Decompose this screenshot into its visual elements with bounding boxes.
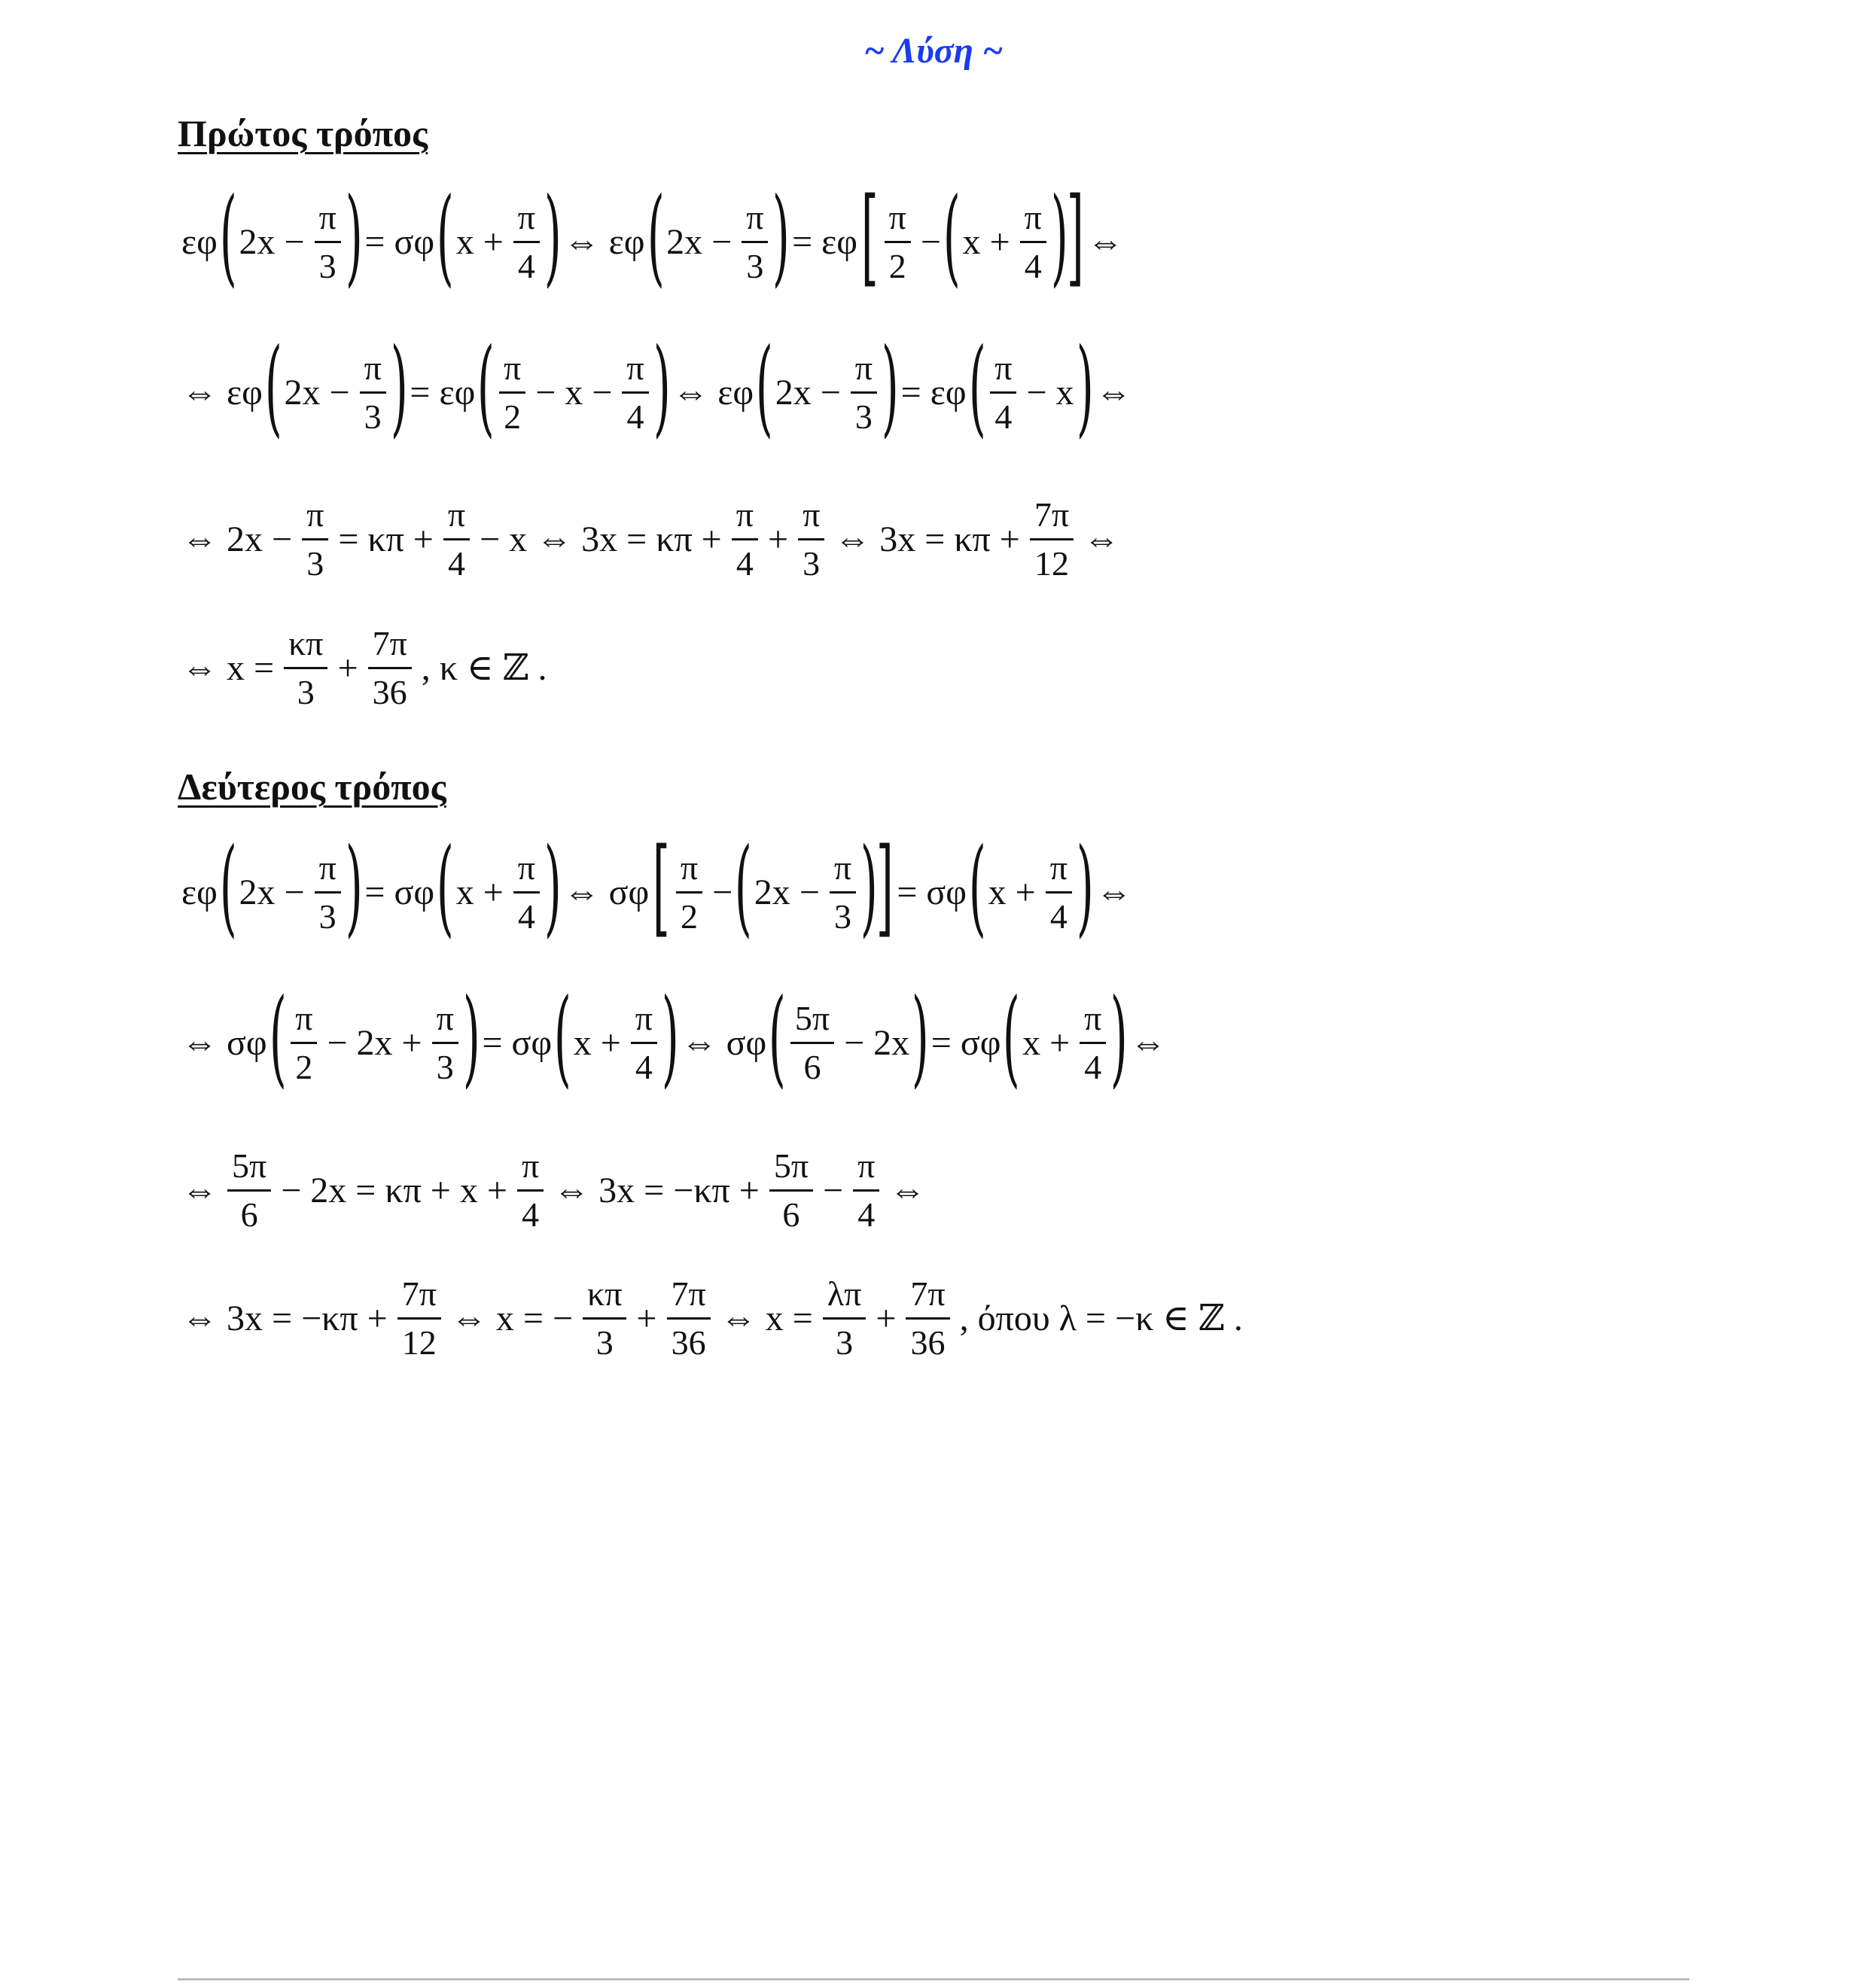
fraction <box>1080 995 1106 1091</box>
fraction <box>432 995 458 1091</box>
denominator: 3 <box>306 543 324 583</box>
fraction <box>823 1271 866 1366</box>
left-paren: ( <box>647 175 665 298</box>
fraction <box>517 1143 544 1238</box>
fraction <box>315 194 341 290</box>
fraction <box>790 995 834 1091</box>
right-paren: ) <box>1110 976 1128 1099</box>
numerator: π <box>517 1143 544 1192</box>
numerator: 7π <box>397 1271 441 1320</box>
term: − 2x <box>844 1022 910 1063</box>
left-paren: ( <box>219 826 237 948</box>
term: 2x − <box>239 872 305 912</box>
term: 2x − <box>754 872 820 912</box>
denominator: 3 <box>318 246 337 285</box>
numerator: π <box>631 995 657 1044</box>
fraction <box>676 845 702 940</box>
numerator: π <box>302 492 328 540</box>
right-paren: ) <box>1076 826 1094 948</box>
fraction <box>622 345 648 440</box>
denominator: 3 <box>436 1047 454 1086</box>
term: − x <box>1026 372 1074 413</box>
denominator: 3 <box>836 1323 854 1362</box>
numerator: π <box>499 345 525 394</box>
numerator: π <box>315 194 341 243</box>
term: ⇔ x = − <box>450 1298 574 1338</box>
left-paren: ( <box>968 826 986 948</box>
numerator: π <box>798 492 824 540</box>
numerator: π <box>851 345 877 394</box>
numerator: π <box>1046 845 1072 894</box>
term: ⇔ σφ <box>563 872 650 912</box>
term: ⇔ <box>1083 519 1120 559</box>
denominator: 12 <box>1034 543 1069 583</box>
denominator: 3 <box>318 897 337 936</box>
numerator: κπ <box>583 1271 626 1320</box>
numerator: 5π <box>227 1143 271 1192</box>
denominator: 2 <box>504 397 522 436</box>
right-paren: ) <box>772 175 790 298</box>
numerator: κπ <box>284 620 327 669</box>
fraction <box>291 995 317 1091</box>
left-bracket: [ <box>653 826 671 948</box>
numerator: π <box>990 345 1016 394</box>
right-paren: ) <box>881 326 899 449</box>
denominator: 4 <box>635 1047 653 1086</box>
denominator: 3 <box>364 397 382 436</box>
numerator: 5π <box>790 995 834 1044</box>
denominator: 4 <box>522 1195 540 1234</box>
term: = κπ + <box>338 519 434 559</box>
right-bracket: ] <box>876 826 894 948</box>
term: − <box>712 872 733 912</box>
term: ⇔ <box>1087 221 1124 262</box>
term: 2x − <box>666 221 732 262</box>
term: ⇔ <box>889 1170 926 1210</box>
term: 2x − <box>284 372 350 413</box>
right-bracket: ] <box>1066 175 1084 298</box>
denominator: 4 <box>626 397 644 436</box>
numerator: π <box>676 845 702 894</box>
denominator: 6 <box>782 1195 800 1234</box>
right-paren: ) <box>1050 175 1068 298</box>
equation-line <box>178 611 551 724</box>
fraction <box>667 1271 711 1366</box>
term: x + <box>455 872 504 912</box>
fraction <box>1020 194 1046 290</box>
term: = σφ <box>930 1022 1001 1063</box>
term: ⇔ <box>1095 872 1132 912</box>
solution-title: ~ Λύση ~ <box>863 31 1004 71</box>
term: − <box>920 221 941 262</box>
left-paren: ( <box>769 976 787 1099</box>
term: ⇔ <box>181 1170 218 1210</box>
denominator: 4 <box>447 543 465 583</box>
numerator: π <box>622 345 648 394</box>
fraction <box>360 345 386 440</box>
right-paren: ) <box>462 976 480 1099</box>
fraction <box>1046 845 1072 940</box>
term: = εφ <box>410 372 476 413</box>
denominator: 3 <box>595 1323 614 1362</box>
term: − x ⇔ 3x = κπ + <box>480 519 722 559</box>
fraction <box>742 194 768 290</box>
denominator: 6 <box>240 1195 258 1234</box>
right-paren: ) <box>661 976 679 1099</box>
term: + <box>767 519 789 559</box>
fraction <box>990 345 1016 440</box>
right-paren: ) <box>544 826 562 948</box>
fraction <box>885 194 911 290</box>
numerator: π <box>315 845 341 894</box>
numerator: π <box>291 995 317 1044</box>
left-paren: ( <box>968 326 986 449</box>
fraction <box>853 1143 879 1238</box>
left-paren: ( <box>1003 976 1021 1099</box>
fraction <box>513 194 540 290</box>
term: − 2x = κπ + x + <box>281 1170 507 1210</box>
term: = σφ <box>364 872 435 912</box>
numerator: π <box>830 845 856 894</box>
denominator: 3 <box>854 397 873 436</box>
fraction <box>798 492 824 587</box>
fraction <box>1030 492 1074 587</box>
right-paren: ) <box>390 326 408 449</box>
fraction <box>284 620 327 716</box>
equation-line <box>178 175 1127 298</box>
numerator: 7π <box>1030 492 1074 540</box>
term: , κ ∈ ℤ . <box>421 648 547 688</box>
right-paren: ) <box>1076 326 1094 449</box>
term: ⇔ εφ <box>181 372 263 413</box>
denominator: 4 <box>736 543 754 583</box>
term: = σφ <box>897 872 967 912</box>
denominator: 4 <box>517 897 535 936</box>
numerator: λπ <box>823 1271 866 1320</box>
fraction <box>227 1143 271 1238</box>
denominator: 36 <box>910 1323 946 1362</box>
left-paren: ( <box>943 175 961 298</box>
term: x + <box>455 221 504 262</box>
numerator: π <box>742 194 768 243</box>
denominator: 36 <box>372 672 407 711</box>
numerator: π <box>432 995 458 1044</box>
denominator: 3 <box>833 897 851 936</box>
denominator: 2 <box>680 897 698 936</box>
term: ⇔ σφ <box>181 1022 267 1063</box>
left-paren: ( <box>436 175 454 298</box>
denominator: 4 <box>857 1195 876 1234</box>
right-paren: ) <box>345 175 363 298</box>
fraction <box>499 345 525 440</box>
fraction <box>631 995 657 1091</box>
term: , όπου λ = −κ ∈ ℤ . <box>959 1298 1243 1338</box>
term: − <box>823 1170 844 1210</box>
left-paren: ( <box>477 326 495 449</box>
term: = σφ <box>364 221 435 262</box>
term: ⇔ 3x = κπ + <box>834 519 1020 559</box>
term: − 2x + <box>327 1022 422 1063</box>
fraction <box>302 492 328 587</box>
denominator: 4 <box>1049 897 1068 936</box>
numerator: π <box>885 194 911 243</box>
denominator: 4 <box>1084 1047 1102 1086</box>
left-paren: ( <box>553 976 571 1099</box>
fraction <box>851 345 877 440</box>
equation-line <box>178 826 1136 948</box>
fraction <box>368 620 412 716</box>
right-paren: ) <box>860 826 878 948</box>
numerator: π <box>853 1143 879 1192</box>
fraction <box>830 845 856 940</box>
term: = σφ <box>482 1022 553 1063</box>
fraction <box>583 1271 626 1366</box>
term: + <box>337 647 358 688</box>
term: x + <box>988 872 1036 912</box>
equation-line <box>178 483 1123 595</box>
numerator: π <box>732 492 758 540</box>
term: 2x − <box>239 221 305 262</box>
term: ⇔ 3x = −κπ + <box>181 1298 388 1338</box>
term: ⇔ x = <box>181 647 275 688</box>
left-paren: ( <box>734 826 752 948</box>
denominator: 2 <box>295 1047 313 1086</box>
term: ⇔ σφ <box>681 1022 767 1063</box>
left-paren: ( <box>219 175 237 298</box>
left-paren: ( <box>436 826 454 948</box>
term: εφ <box>181 221 218 262</box>
denominator: 36 <box>671 1323 706 1362</box>
denominator: 3 <box>297 672 315 711</box>
numerator: 5π <box>769 1143 813 1192</box>
second-method-heading: Δεύτερος τρόπος <box>178 766 446 808</box>
equation-line <box>178 1134 929 1247</box>
denominator: 12 <box>401 1323 437 1362</box>
denominator: 4 <box>517 246 535 285</box>
right-paren: ) <box>653 326 671 449</box>
term: − x − <box>535 372 613 413</box>
numerator: π <box>1080 995 1106 1044</box>
denominator: 2 <box>888 246 906 285</box>
term: ⇔ 2x − <box>181 519 293 559</box>
numerator: 7π <box>906 1271 949 1320</box>
term: 2x − <box>775 372 841 413</box>
term: ⇔ <box>1095 372 1132 413</box>
term: = εφ <box>792 221 857 262</box>
numerator: 7π <box>667 1271 711 1320</box>
term: x + <box>1022 1022 1071 1063</box>
term: + <box>876 1298 897 1338</box>
first-method-heading: Πρώτος τρόπος <box>178 112 428 154</box>
denominator: 6 <box>803 1047 821 1086</box>
left-paren: ( <box>269 976 287 1099</box>
numerator: π <box>513 194 540 243</box>
fraction <box>732 492 758 587</box>
fraction <box>315 845 341 940</box>
denominator: 4 <box>994 397 1013 436</box>
term: x + <box>962 221 1010 262</box>
term: ⇔ 3x = −κπ + <box>553 1170 760 1210</box>
term: εφ <box>181 872 218 912</box>
numerator: π <box>360 345 386 394</box>
left-paren: ( <box>264 326 282 449</box>
denominator: 4 <box>1024 246 1042 285</box>
fraction <box>906 1271 949 1366</box>
term: x + <box>573 1022 621 1063</box>
fraction <box>513 845 540 940</box>
equation-line <box>178 1262 1247 1375</box>
footer-divider <box>178 1978 1689 1980</box>
denominator: 3 <box>803 543 821 583</box>
equation-line <box>178 976 1170 1099</box>
right-paren: ) <box>345 826 363 948</box>
term: ⇔ εφ <box>672 372 754 413</box>
term: ⇔ εφ <box>563 221 645 262</box>
left-bracket: [ <box>860 175 879 298</box>
left-paren: ( <box>755 326 773 449</box>
term: + <box>636 1298 657 1338</box>
fraction <box>397 1271 441 1366</box>
numerator: 7π <box>368 620 412 669</box>
fraction <box>443 492 470 587</box>
fraction <box>769 1143 813 1238</box>
term: ⇔ <box>1130 1022 1167 1063</box>
term: ⇔ x = <box>720 1298 813 1338</box>
right-paren: ) <box>544 175 562 298</box>
equation-line <box>178 326 1135 449</box>
numerator: π <box>513 845 540 894</box>
denominator: 3 <box>746 246 764 285</box>
numerator: π <box>1020 194 1046 243</box>
right-paren: ) <box>912 976 929 1099</box>
numerator: π <box>443 492 470 540</box>
term: = εφ <box>900 372 967 413</box>
